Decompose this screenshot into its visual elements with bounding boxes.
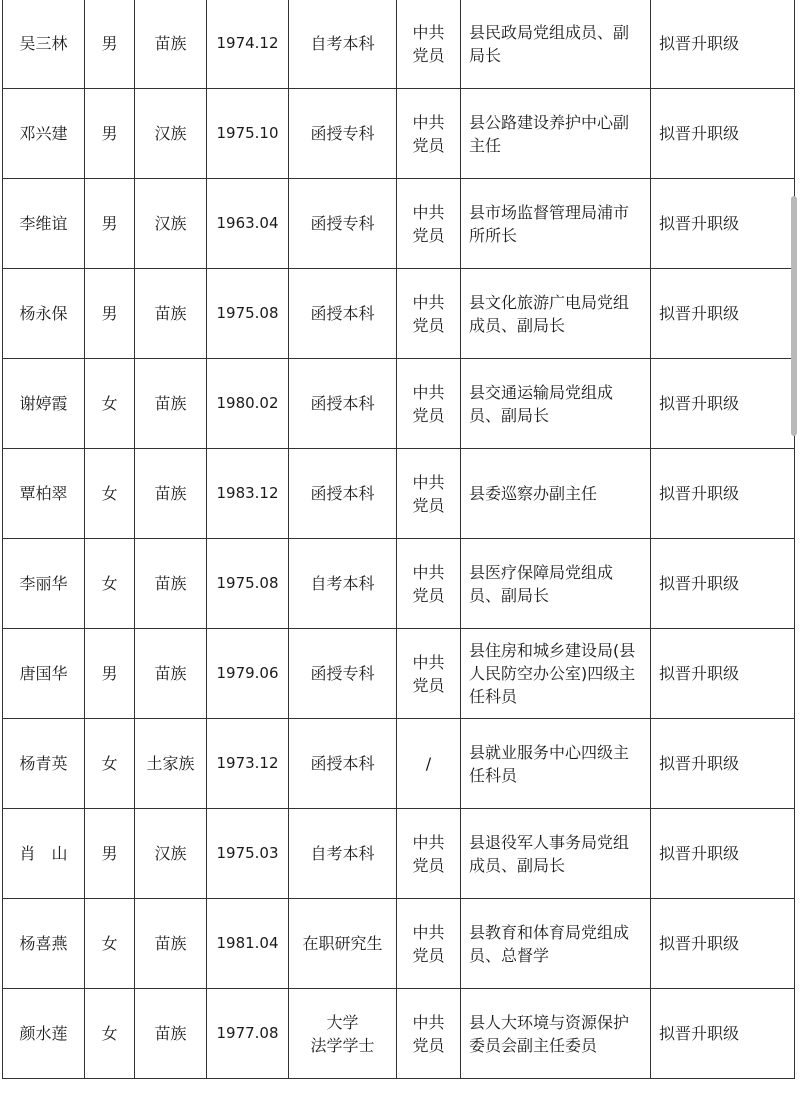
cell-party: 中共 党员 — [397, 989, 461, 1079]
table-row — [3, 179, 795, 269]
cell-birth-date: 1975.08 — [207, 539, 289, 629]
vertical-scrollbar[interactable] — [791, 196, 797, 436]
cell-birth-date: 1983.12 — [207, 449, 289, 539]
cell-gender: 男 — [85, 269, 135, 359]
cell-ethnicity: 汉族 — [135, 809, 207, 899]
cell-position: 县退役军人事务局党组成员、副局长 — [461, 809, 651, 899]
cell-action: 拟晋升职级 — [651, 269, 795, 359]
cell-education: 大学 法学学士 — [289, 989, 397, 1079]
cell-gender: 女 — [85, 989, 135, 1079]
cell-position: 县文化旅游广电局党组成员、副局长 — [461, 269, 651, 359]
cell-action: 拟晋升职级 — [651, 719, 795, 809]
cell-party: 中共 党员 — [397, 89, 461, 179]
cell-name: 颜水莲 — [3, 989, 85, 1079]
cell-name: 谢婷霞 — [3, 359, 85, 449]
cell-gender: 男 — [85, 179, 135, 269]
cell-birth-date: 1977.08 — [207, 989, 289, 1079]
cell-position: 县民政局党组成员、副局长 — [461, 0, 651, 89]
cell-education: 函授专科 — [289, 89, 397, 179]
cell-education: 自考本科 — [289, 809, 397, 899]
cell-action: 拟晋升职级 — [651, 179, 795, 269]
cell-action: 拟晋升职级 — [651, 629, 795, 719]
cell-party: 中共 党员 — [397, 0, 461, 89]
cell-name: 肖 山 — [3, 809, 85, 899]
cell-ethnicity: 苗族 — [135, 0, 207, 89]
cell-position: 县教育和体育局党组成员、总督学 — [461, 899, 651, 989]
table-row — [3, 809, 795, 899]
cell-education: 自考本科 — [289, 0, 397, 89]
table-row — [3, 359, 795, 449]
cell-ethnicity: 苗族 — [135, 359, 207, 449]
cell-position: 县市场监督管理局浦市所所长 — [461, 179, 651, 269]
cell-position: 县医疗保障局党组成员、副局长 — [461, 539, 651, 629]
cell-party: 中共 党员 — [397, 899, 461, 989]
cell-ethnicity: 汉族 — [135, 89, 207, 179]
cell-action: 拟晋升职级 — [651, 0, 795, 89]
cell-education: 函授专科 — [289, 629, 397, 719]
cell-action: 拟晋升职级 — [651, 539, 795, 629]
cell-ethnicity: 苗族 — [135, 539, 207, 629]
cell-position: 县就业服务中心四级主任科员 — [461, 719, 651, 809]
cell-birth-date: 1975.03 — [207, 809, 289, 899]
cell-position: 县委巡察办副主任 — [461, 449, 651, 539]
cell-gender: 女 — [85, 449, 135, 539]
cell-education: 在职研究生 — [289, 899, 397, 989]
cell-action: 拟晋升职级 — [651, 89, 795, 179]
table-row — [3, 539, 795, 629]
cell-birth-date: 1974.12 — [207, 0, 289, 89]
cell-party: 中共 党员 — [397, 449, 461, 539]
cell-birth-date: 1975.08 — [207, 269, 289, 359]
cell-ethnicity: 苗族 — [135, 269, 207, 359]
table-row — [3, 269, 795, 359]
cell-birth-date: 1979.06 — [207, 629, 289, 719]
cell-action: 拟晋升职级 — [651, 899, 795, 989]
cell-action: 拟晋升职级 — [651, 809, 795, 899]
cell-name: 杨喜燕 — [3, 899, 85, 989]
table-row — [3, 719, 795, 809]
cell-ethnicity: 土家族 — [135, 719, 207, 809]
table-row — [3, 899, 795, 989]
cell-name: 李丽华 — [3, 539, 85, 629]
cell-birth-date: 1973.12 — [207, 719, 289, 809]
cell-position: 县人大环境与资源保护委员会副主任委员 — [461, 989, 651, 1079]
table-row — [3, 989, 795, 1079]
cell-action: 拟晋升职级 — [651, 989, 795, 1079]
cell-birth-date: 1975.10 — [207, 89, 289, 179]
cell-position: 县交通运输局党组成员、副局长 — [461, 359, 651, 449]
cell-gender: 女 — [85, 719, 135, 809]
cell-education: 自考本科 — [289, 539, 397, 629]
cell-position: 县住房和城乡建设局(县人民防空办公室)四级主任科员 — [461, 629, 651, 719]
cell-ethnicity: 苗族 — [135, 899, 207, 989]
cell-ethnicity: 苗族 — [135, 989, 207, 1079]
cell-name: 邓兴建 — [3, 89, 85, 179]
cell-name: 李维谊 — [3, 179, 85, 269]
table-row — [3, 449, 795, 539]
cadre-promotion-table — [2, 0, 795, 1079]
cell-party: 中共 党员 — [397, 539, 461, 629]
cell-gender: 男 — [85, 629, 135, 719]
cell-action: 拟晋升职级 — [651, 449, 795, 539]
cell-gender: 男 — [85, 809, 135, 899]
cell-gender: 女 — [85, 359, 135, 449]
cell-position: 县公路建设养护中心副主任 — [461, 89, 651, 179]
cell-name: 吴三林 — [3, 0, 85, 89]
cell-gender: 女 — [85, 539, 135, 629]
cell-name: 覃柏翠 — [3, 449, 85, 539]
cell-education: 函授本科 — [289, 719, 397, 809]
cell-ethnicity: 苗族 — [135, 449, 207, 539]
cell-birth-date: 1963.04 — [207, 179, 289, 269]
table-row — [3, 89, 795, 179]
cell-birth-date: 1980.02 — [207, 359, 289, 449]
cell-education: 函授本科 — [289, 359, 397, 449]
cell-gender: 女 — [85, 899, 135, 989]
cell-education: 函授本科 — [289, 269, 397, 359]
cell-party: 中共 党员 — [397, 269, 461, 359]
cell-party: 中共 党员 — [397, 629, 461, 719]
cell-name: 杨永保 — [3, 269, 85, 359]
cell-action: 拟晋升职级 — [651, 359, 795, 449]
cell-education: 函授专科 — [289, 179, 397, 269]
table-row — [3, 0, 795, 89]
cell-name: 杨青英 — [3, 719, 85, 809]
cell-birth-date: 1981.04 — [207, 899, 289, 989]
cell-party: 中共 党员 — [397, 809, 461, 899]
cell-education: 函授本科 — [289, 449, 397, 539]
table-row — [3, 629, 795, 719]
cell-name: 唐国华 — [3, 629, 85, 719]
cell-party: 中共 党员 — [397, 179, 461, 269]
cell-party: / — [397, 719, 461, 809]
cell-gender: 男 — [85, 89, 135, 179]
table-body — [3, 0, 795, 1079]
cell-ethnicity: 苗族 — [135, 629, 207, 719]
cell-ethnicity: 汉族 — [135, 179, 207, 269]
cell-gender: 男 — [85, 0, 135, 89]
cell-party: 中共 党员 — [397, 359, 461, 449]
